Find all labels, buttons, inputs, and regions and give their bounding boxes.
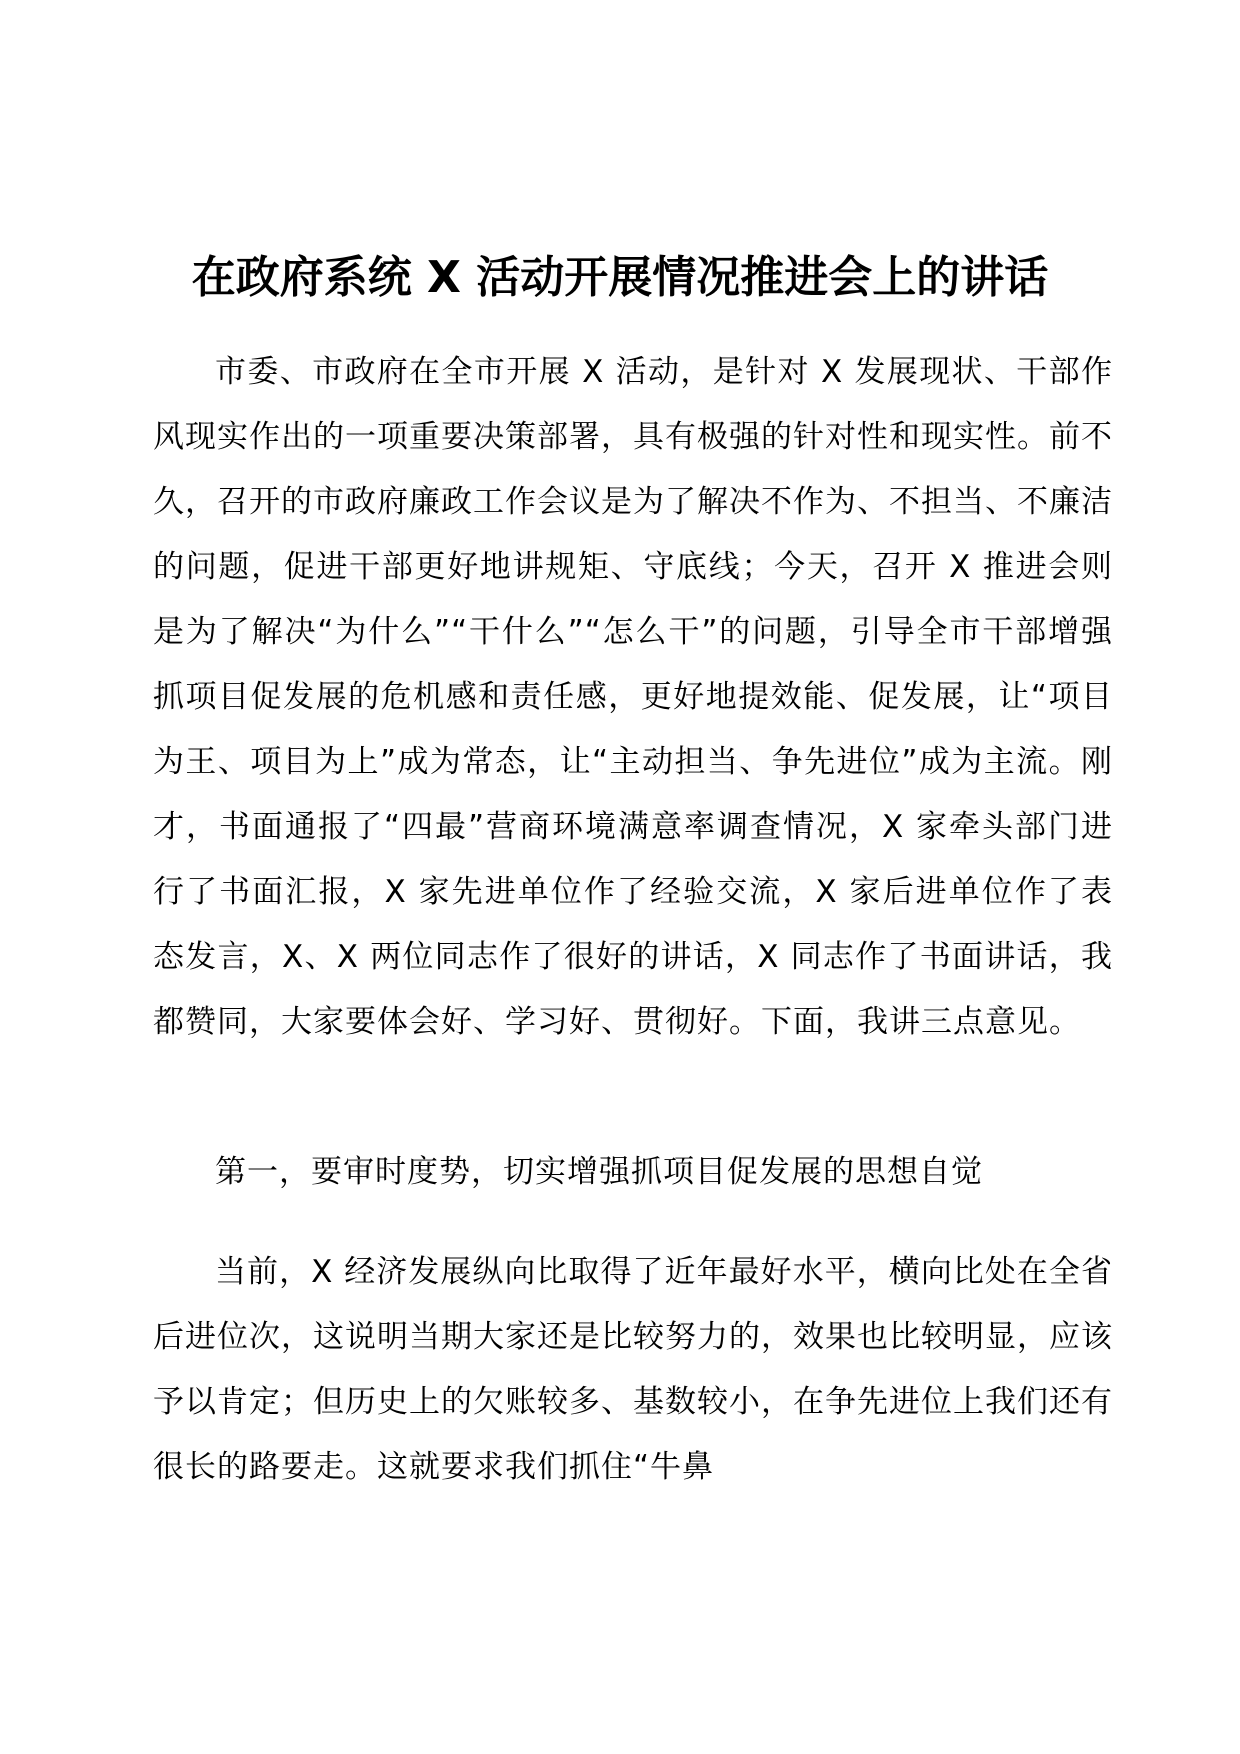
document-title: 在政府系统 X 活动开展情况推进会上的讲话 xyxy=(191,252,1049,303)
section-heading-first: 第一，要审时度势，切实增强抓项目促发展的思想自觉 xyxy=(215,1154,983,1190)
body-paragraph-first-section: 当前，X 经济发展纵向比取得了近年最好水平，横向比处在全省后进位次，这说明当期大家还是比较努力的，效果也比较明显，应该予以肯定；但历史上的欠账较多、基数较小，在争先进位上我们还有很长的路要走。这就要求我们抓住“牛鼻 xyxy=(153,1254,1113,1485)
body-paragraph-intro: 市委、市政府在全市开展 X 活动，是针对 X 发展现状、干部作风现实作出的一项重要决策部署，具有极强的针对性和现实性。前不久，召开的市政府廉政工作会议是为了解决不作为、不担当、不廉洁的问题，促进干部更好地讲规矩、守底线；今天，召开 X 推进会则是为了解决“为什么”“干什么”“怎么干”的问题，引导全市干部增强抓项目促发展的危机感和责任感，更好地提效能、促发展，让“项目为王、项目为上”成为常态，让“主动担当、争先进位”成为主流。刚才，书面通报了“四最”营商环境满意率调查情况，X 家牵头部门进行了书面汇报，X 家先进单位作了经验交流，X 家后进单位作了表态发言，X、X 两位同志作了很好的讲话，X 同志作了书面讲话，我都赞同，大家要体会好、学习好、贯彻好。下面，我讲三点意见。 xyxy=(153,354,1113,1040)
